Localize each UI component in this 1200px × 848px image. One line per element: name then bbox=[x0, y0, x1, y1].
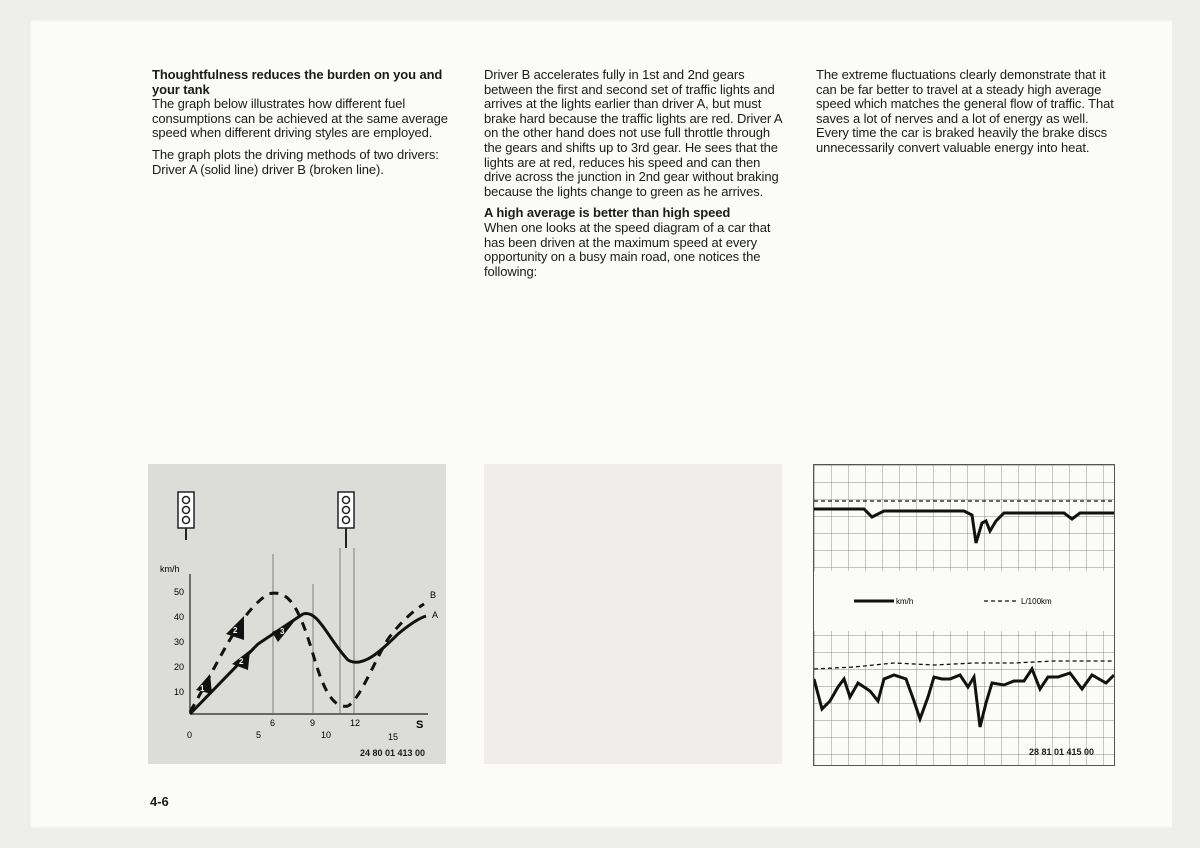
svg-text:1: 1 bbox=[200, 684, 205, 693]
svg-text:2: 2 bbox=[233, 626, 238, 635]
column-2 bbox=[484, 68, 786, 286]
paragraph: The extreme fluctuations clearly demonstrate that it can be far better to travel at a steady high average speed which matches the general flow of traffic. That saves a lot of nerves and a lot of energy as well. Every time the car is braked heavily the brake discs unnecessarily convert valuable energy into heat. bbox=[816, 67, 1114, 155]
y-tick: 40 bbox=[174, 612, 185, 622]
paragraph: The graph below illustrates how different fuel consumptions can be achieved at the same average speed when different driving styles are employed. bbox=[152, 96, 448, 141]
driving-style-graph bbox=[148, 464, 446, 764]
svg-text:2: 2 bbox=[239, 657, 244, 666]
y-tick: 30 bbox=[174, 637, 185, 647]
driver-a-label: A bbox=[432, 610, 439, 620]
x-tick: 15 bbox=[388, 732, 399, 742]
legend-speed: km/h bbox=[896, 597, 914, 606]
paragraph: The graph plots the driving methods of two drivers: Driver A (solid line) driver B (broken line). bbox=[152, 146, 439, 177]
column-3 bbox=[816, 68, 1118, 163]
figure-code: 28 81 01 415 00 bbox=[1029, 747, 1095, 757]
gear-marker bbox=[272, 622, 294, 642]
gear-marker bbox=[226, 616, 244, 640]
x-mark: 12 bbox=[350, 718, 361, 728]
x-tick: 0 bbox=[187, 730, 193, 740]
x-tick: 10 bbox=[321, 730, 332, 740]
traffic-light-icon bbox=[338, 492, 354, 548]
driving-style-graph-svg bbox=[148, 464, 446, 764]
figure-code: 24 80 01 413 00 bbox=[360, 748, 426, 758]
y-axis-unit: km/h bbox=[160, 564, 180, 574]
page-number: 4-6 bbox=[150, 794, 169, 809]
driver-a-line bbox=[190, 613, 426, 714]
traffic-light-icon bbox=[178, 492, 194, 540]
driver-b-line bbox=[190, 593, 424, 712]
x-mark: 6 bbox=[270, 718, 276, 728]
driver-b-label: B bbox=[430, 590, 437, 600]
speed-fuel-diagram-svg bbox=[814, 465, 1114, 765]
y-tick: 10 bbox=[174, 687, 185, 697]
paragraph: When one looks at the speed diagram of a car that has been driven at the maximum speed at every opportunity on a busy main road, one notices the following: bbox=[484, 219, 771, 279]
y-tick: 20 bbox=[174, 662, 185, 672]
section-heading: A high average is better than high speed bbox=[484, 205, 731, 221]
gear-marker bbox=[196, 674, 212, 694]
x-mark: 9 bbox=[310, 718, 316, 728]
speed-fuel-diagram bbox=[813, 464, 1115, 766]
paragraph: Driver B accelerates fully in 1st and 2nd gears between the first and second set of traffic lights and arrives at the lights earlier than driver A, but must brake hard because the traffic lights are red. Driver A on the other hand does not use full throttle through the gears and shifts up to 3rd gear. He sees that the lights are at red, reduces his speed and can then drive across the junction in 2nd gear without braking because the lights change to green as he arrives. bbox=[484, 67, 782, 199]
svg-text:3: 3 bbox=[280, 627, 285, 636]
column-1 bbox=[152, 68, 454, 184]
section-heading: Thoughtfulness reduces the burden on you and your tank bbox=[152, 67, 443, 97]
x-tick: 5 bbox=[256, 730, 262, 740]
x-axis-unit: S bbox=[416, 719, 424, 731]
faded-photo bbox=[484, 464, 782, 764]
legend-fuel: L/100km bbox=[1021, 597, 1052, 606]
y-tick: 50 bbox=[174, 587, 185, 597]
